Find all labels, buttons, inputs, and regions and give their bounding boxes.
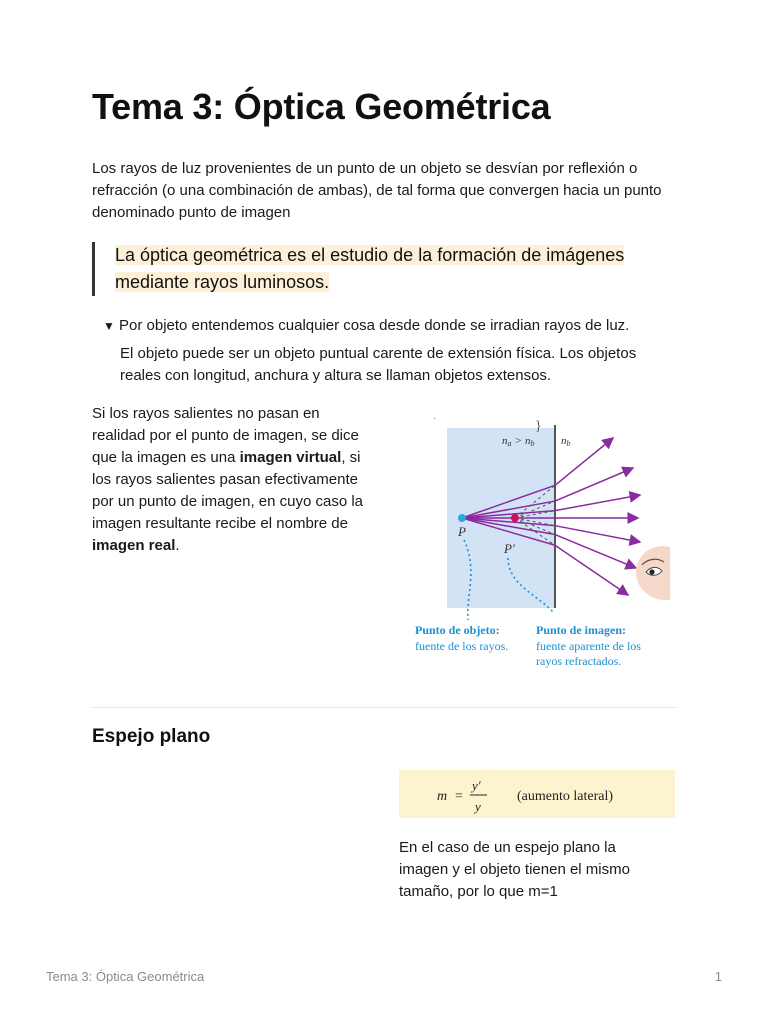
image-point-label: P′ (504, 541, 515, 556)
object-caption-text: fuente de los rayos. (415, 639, 509, 653)
toggle-content: El objeto puede ser un objeto puntual carente de extensión física. Los objetos reales con longitud, anchura y altura se llaman objetos extensos. (120, 345, 637, 384)
mirror-paragraph: En el caso de un espejo plano la imagen y el objeto tienen el mismo tamaño, por lo que m=1 (399, 839, 630, 900)
callout-text (115, 242, 676, 296)
refracted-ray (555, 545, 628, 595)
section-heading: Espejo plano (92, 726, 211, 747)
formula-box (399, 770, 675, 818)
object-point-label: P (458, 524, 466, 539)
object-point (458, 514, 466, 522)
object-caption-title: Punto de objeto: (415, 623, 500, 637)
refraction-figure (408, 410, 678, 675)
formula-numerator: y′ (472, 778, 481, 793)
formula-equals: = (455, 789, 463, 804)
intro-paragraph: Los rayos de luz provenientes de un punto de un objeto se desvían por reflexión o refracción (o una combinación de ambas), de tal forma que convergen hacia un punto denominado punto de imagen (92, 160, 662, 221)
page-number: 1 (714, 969, 722, 984)
page-title: Tema 3: Óptica Geométrica (92, 86, 551, 127)
figure-top-mark: · (433, 414, 437, 425)
toggle-summary[interactable] (103, 315, 673, 337)
toggle-block (103, 315, 673, 387)
image-caption-line2: rayos refractados. (536, 654, 622, 668)
callout-highlight: La óptica geométrica es el estudio de la formación de imágenes mediante rayos luminosos. (115, 245, 625, 292)
section-divider (92, 707, 676, 708)
paragraph-text: Si los rayos salientes no pasan en realidad por el punto de imagen, se dice que la imagen es una (92, 405, 359, 466)
eye-icon (636, 546, 670, 600)
refraction-diagram (408, 410, 678, 675)
paragraph-text: . (175, 537, 180, 554)
term-virtual-image: imagen virtual (239, 449, 342, 466)
brace-mark: } (535, 419, 542, 434)
paragraph-text: , si los rayos salientes pasan efectivamente por un punto de imagen, en cuyo caso la imagen resultante recibe el nombre de (92, 449, 364, 532)
toggle-summary-text: Por objeto entendemos cualquier cosa desde donde se irradian rayos de luz. (119, 317, 630, 334)
formula-note: (aumento lateral) (517, 789, 614, 804)
formula-lhs: m (437, 789, 448, 804)
image-caption-line1: fuente aparente de los (536, 639, 641, 653)
footer-title: Tema 3: Óptica Geométrica (46, 969, 205, 984)
refracted-ray (555, 495, 640, 511)
quote-callout (92, 242, 676, 296)
formula-denominator: y (475, 799, 481, 814)
toggle-arrow-icon[interactable]: ▼ (103, 319, 115, 333)
formula-svg (399, 770, 675, 818)
image-point (511, 514, 519, 522)
index-relation-label: na > nb (502, 435, 535, 448)
image-types-paragraph (92, 403, 367, 557)
refracted-ray (555, 468, 633, 501)
index-b-label: nb (561, 435, 571, 448)
term-real-image: imagen real (92, 537, 176, 554)
image-caption-title: Punto de imagen: (536, 623, 626, 637)
